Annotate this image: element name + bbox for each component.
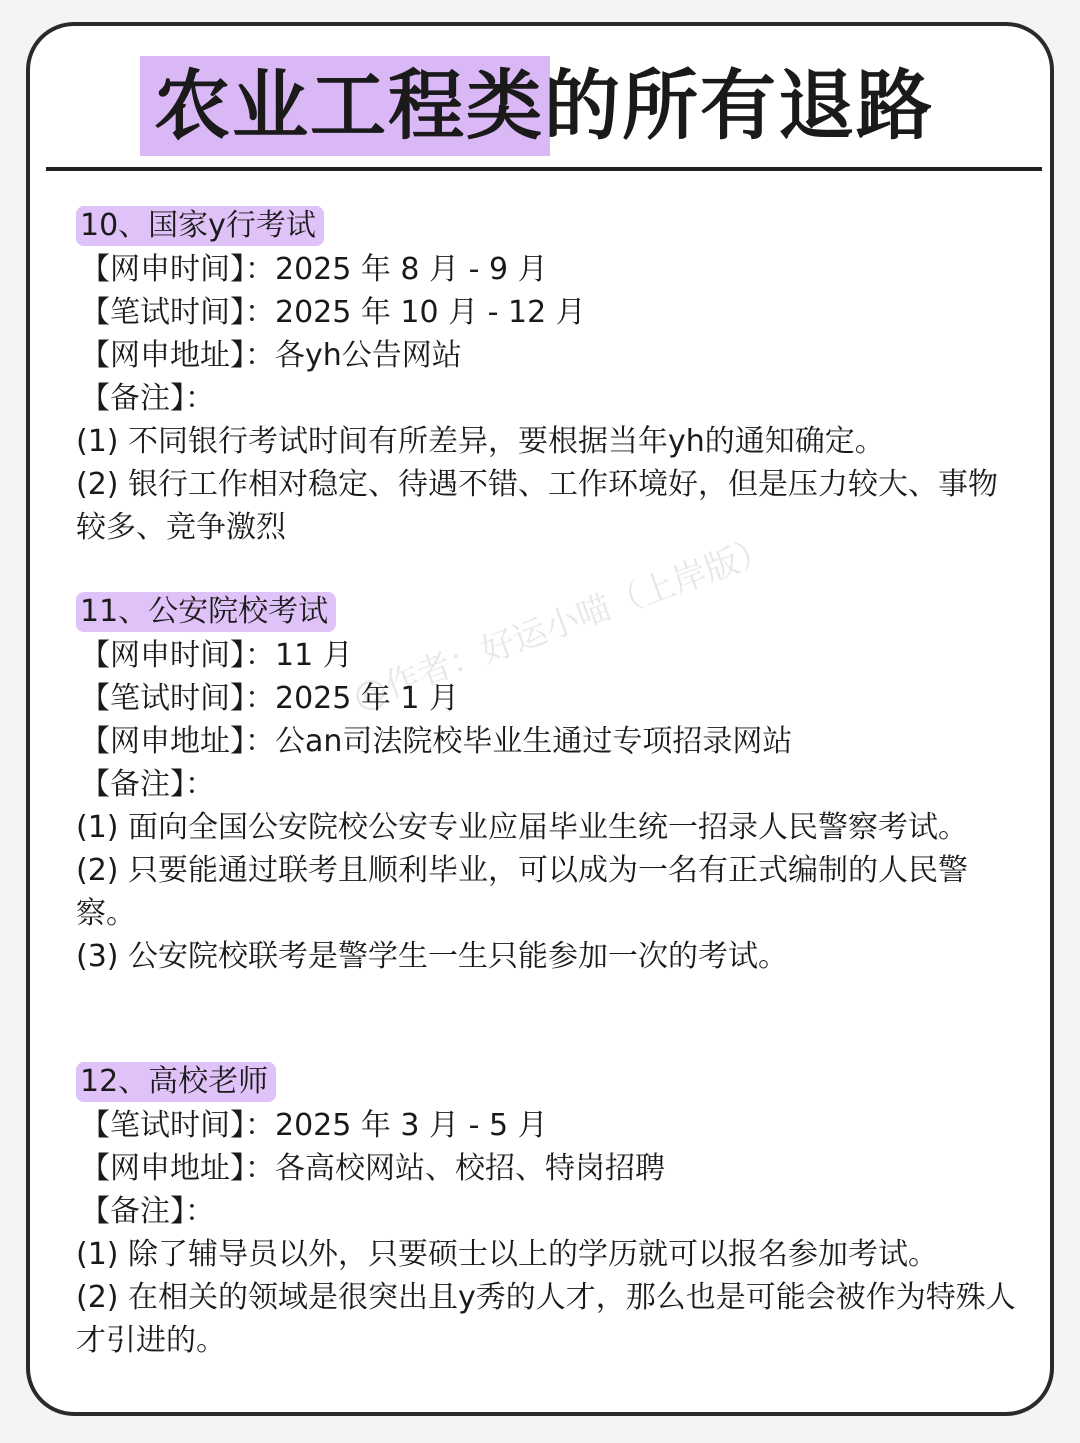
note-label: 【备注】： — [80, 381, 215, 416]
note-item: (3) 公安院校联考是警学生一生只能参加一次的考试。 — [76, 939, 789, 974]
note-item: (2) 在相关的领域是很突出且y秀的人才，那么也是可能会被作为特殊人才引进的。 — [76, 1280, 1016, 1358]
note-item: (1) 面向全国公安院校公安专业应届毕业生统一招录人民警察考试。 — [76, 810, 969, 845]
watermark: @作者：好运小喵（上岸版） — [347, 529, 777, 719]
field-apply-time: 【网申时间】：2025 年 8 月 - 9 月 — [80, 252, 548, 287]
title-divider — [46, 167, 1042, 171]
section-heading: 10、国家y行考试 — [76, 206, 324, 246]
note-item: (1) 除了辅导员以外，只要硕士以上的学历就可以报名参加考试。 — [76, 1237, 939, 1272]
field-apply-time: 【网申时间】：11 月 — [80, 638, 353, 673]
field-exam-time: 【笔试时间】：2025 年 10 月 - 12 月 — [80, 295, 586, 330]
section-heading: 12、高校老师 — [76, 1062, 276, 1102]
note-label: 【备注】： — [80, 1194, 215, 1229]
note-item: (2) 只要能通过联考且顺利毕业，可以成为一名有正式编制的人民警察。 — [76, 853, 969, 931]
title-block — [140, 54, 960, 154]
page-title: 农业工程类的所有退路 — [154, 61, 934, 150]
section-police-academy — [76, 592, 1016, 978]
content-card — [26, 22, 1054, 1416]
field-exam-time: 【笔试时间】：2025 年 1 月 — [80, 681, 460, 716]
note-item: (1) 不同银行考试时间有所差异，要根据当年yh的通知确定。 — [76, 424, 885, 459]
section-university-teacher — [76, 1062, 1016, 1362]
field-apply-site: 【网申地址】：各yh公告网站 — [80, 338, 462, 373]
field-exam-time: 【笔试时间】：2025 年 3 月 - 5 月 — [80, 1108, 548, 1143]
field-apply-site: 【网申地址】：公an司法院校毕业生通过专项招录网站 — [80, 724, 793, 759]
section-bank-exam — [76, 206, 1016, 549]
note-item: (2) 银行工作相对稳定、待遇不错、工作环境好，但是压力较大、事物较多、竞争激烈 — [76, 467, 999, 545]
field-apply-site: 【网申地址】：各高校网站、校招、特岗招聘 — [80, 1151, 665, 1186]
note-label: 【备注】： — [80, 767, 215, 802]
section-heading: 11、公安院校考试 — [76, 592, 336, 632]
